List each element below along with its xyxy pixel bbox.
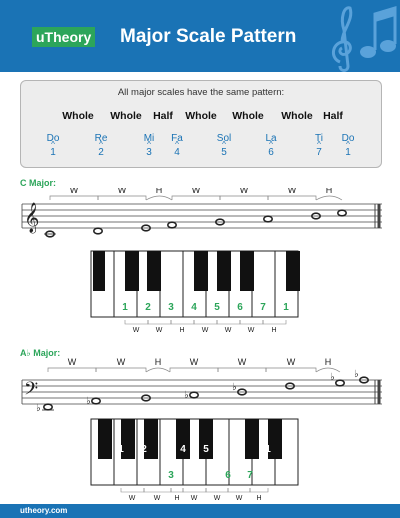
- staff-step-label: W: [239, 188, 249, 195]
- staff-step-label: W: [191, 188, 201, 195]
- key-degree: 1: [122, 302, 128, 313]
- solfege-syllable: Ti: [315, 133, 323, 144]
- key-step-label: W: [201, 327, 209, 334]
- key-degree: 1: [265, 444, 271, 455]
- key-degree: 2: [145, 302, 151, 313]
- page-title: Major Scale Pattern: [120, 26, 297, 47]
- ab-major-staff: [20, 358, 384, 418]
- svg-text:♭: ♭: [354, 369, 359, 380]
- key-degree: 5: [203, 444, 209, 455]
- key-step-label: H: [174, 495, 180, 502]
- key-step-label: W: [247, 327, 255, 334]
- scale-degree: ^ 1: [345, 147, 351, 158]
- key-step-label: W: [213, 495, 221, 502]
- scale-degree: ^ 5: [221, 147, 227, 158]
- treble-clef-icon: [320, 0, 400, 72]
- staff-step-label: H: [325, 188, 333, 195]
- pattern-step: Whole: [110, 110, 142, 122]
- piano-key-black: [194, 251, 208, 291]
- notes: [44, 210, 346, 237]
- c-major-keyboard: [90, 250, 300, 340]
- key-step-label: W: [224, 327, 232, 334]
- treble-clef-icon: 𝄞: [24, 202, 40, 232]
- pattern-step: Whole: [281, 110, 313, 122]
- staff-step-label: H: [155, 188, 163, 195]
- key-degree: 6: [237, 302, 243, 313]
- solfege-syllable: Fa: [171, 133, 183, 144]
- piano-key-black: [98, 419, 112, 459]
- key-step-label: H: [179, 327, 185, 334]
- utheory-logo: uTheory: [32, 27, 95, 47]
- solfege-syllable: Do: [341, 133, 355, 144]
- solfege-syllable: Re: [94, 133, 108, 144]
- step-brackets: [50, 196, 342, 200]
- svg-text:♭: ♭: [232, 382, 237, 393]
- key-step-label: W: [128, 495, 136, 502]
- page-header: [0, 0, 400, 72]
- piano-key-black: [286, 251, 300, 291]
- eighth-notes-icon: [360, 8, 396, 58]
- whole-note: [94, 228, 102, 234]
- staff-step-label: W: [67, 358, 77, 367]
- whole-note: [92, 398, 100, 404]
- step-brackets: [48, 368, 340, 372]
- key-degree: 3: [168, 470, 174, 481]
- page-footer: [0, 504, 400, 518]
- staff-step-label: W: [237, 358, 247, 367]
- key-degree: 7: [247, 470, 253, 481]
- svg-text:♭: ♭: [330, 372, 335, 383]
- whole-note: [190, 392, 198, 398]
- whole-note: [168, 222, 176, 228]
- c-major-label: C Major:: [20, 178, 56, 188]
- key-degree: 2: [141, 444, 147, 455]
- staff-step-label: W: [287, 188, 297, 195]
- key-degree: 7: [260, 302, 266, 313]
- key-step-label: W: [155, 327, 163, 334]
- flat-signs: [36, 369, 359, 414]
- c-major-staff: [20, 188, 384, 248]
- bass-clef-icon: 𝄢: [24, 378, 39, 403]
- staff-step-label: W: [286, 358, 296, 367]
- scale-degree: ^ 4: [174, 147, 180, 158]
- key-step-label: H: [256, 495, 262, 502]
- key-degree: 1: [283, 302, 289, 313]
- svg-text:♭: ♭: [184, 390, 189, 401]
- staff-step-label: W: [189, 358, 199, 367]
- scale-degree: ^ 6: [268, 147, 274, 158]
- treble-clef-shape: [333, 8, 350, 71]
- key-degree: 5: [214, 302, 220, 313]
- staff-step-label: W: [116, 358, 126, 367]
- piano-key-black: [245, 419, 259, 459]
- piano-key-black: [147, 251, 161, 291]
- black-keys: [98, 419, 282, 459]
- solfege-syllable: Mi: [143, 133, 155, 144]
- staff-step-label: H: [154, 358, 162, 367]
- svg-text:♭: ♭: [36, 403, 41, 414]
- svg-text:♭: ♭: [86, 396, 91, 407]
- staff-step-label: H: [324, 358, 332, 367]
- notes: [42, 377, 368, 410]
- key-step-label: W: [235, 495, 243, 502]
- scale-degree: ^ 7: [316, 147, 322, 158]
- footer-url[interactable]: utheory.com: [20, 506, 68, 515]
- key-degree: 4: [180, 444, 186, 455]
- key-degree: 6: [225, 470, 231, 481]
- whole-note: [336, 380, 344, 386]
- scale-degree: ^ 2: [98, 147, 104, 158]
- pattern-step: Half: [153, 110, 173, 122]
- solfege-syllable: Do: [46, 133, 60, 144]
- pattern-box: [20, 80, 382, 168]
- key-degree: 3: [168, 302, 174, 313]
- pattern-step: Whole: [185, 110, 217, 122]
- key-degree: 1: [118, 444, 124, 455]
- ab-major-label: A♭ Major:: [20, 348, 61, 358]
- key-step-label: W: [153, 495, 161, 502]
- pattern-step: Whole: [232, 110, 264, 122]
- piano-key-black: [93, 251, 105, 291]
- whole-note: [338, 210, 346, 216]
- key-step-label: H: [271, 327, 277, 334]
- whole-note: [44, 404, 52, 410]
- piano-key-black: [217, 251, 231, 291]
- piano-key-black: [125, 251, 139, 291]
- solfege-syllable: Sol: [216, 133, 232, 144]
- staff-step-label: W: [117, 188, 127, 195]
- key-step-label: W: [132, 327, 140, 334]
- key-degree: 4: [191, 302, 197, 313]
- whole-note: [264, 216, 272, 222]
- solfege-syllable: La: [265, 133, 277, 144]
- scale-degree: ^ 1: [50, 147, 56, 158]
- piano-key-black: [240, 251, 254, 291]
- pattern-heading: All major scales have the same pattern:: [117, 87, 285, 98]
- staff-step-label: W: [69, 188, 79, 195]
- ab-major-keyboard: [90, 418, 300, 508]
- scale-degree: ^ 3: [146, 147, 152, 158]
- pattern-step: Whole: [62, 110, 94, 122]
- key-step-label: W: [190, 495, 198, 502]
- pattern-step: Half: [323, 110, 343, 122]
